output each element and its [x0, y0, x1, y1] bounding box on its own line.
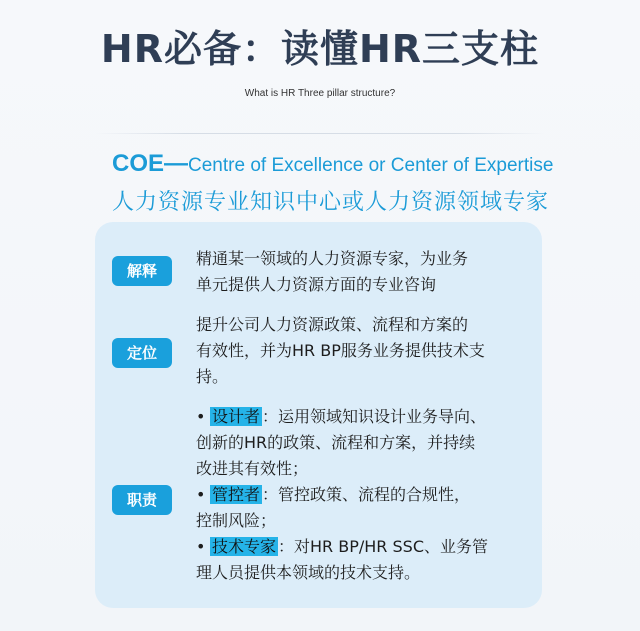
- bullet: •: [196, 537, 206, 556]
- divider: [95, 133, 545, 134]
- position-line: 持。: [196, 367, 229, 386]
- position-tag: 定位: [112, 338, 172, 368]
- duty-item: [196, 534, 536, 560]
- coe-full-name: Centre of Excellence or Center of Expertise: [188, 155, 554, 176]
- bullet: •: [196, 407, 206, 426]
- duty-item: [196, 404, 536, 430]
- duty-line: 创新的HR的政策、流程和方案，并持续: [196, 433, 476, 452]
- explain-tag: 解释: [112, 256, 172, 286]
- position-line: 提升公司人力资源政策、流程和方案的: [196, 315, 469, 334]
- duty-text: ：对HR BP/HR SSC、业务管: [278, 537, 488, 556]
- duties-text: [196, 404, 536, 586]
- coe-dash: —: [164, 150, 189, 177]
- duty-item: [196, 482, 536, 508]
- page-subtitle: What is HR Three pillar structure?: [244, 88, 396, 99]
- duty-role-highlight: 管控者: [212, 485, 261, 504]
- page-title: HR必备：读懂HR三支柱: [100, 27, 540, 71]
- duty-line: 控制风险；: [196, 511, 277, 530]
- coe-abbr: COE: [112, 150, 165, 177]
- duties-tag: 职责: [112, 485, 172, 515]
- explain-line: 单元提供人力资源方面的专业咨询: [196, 275, 437, 294]
- position-line: 有效性，并为HR BP服务业务提供技术支: [196, 341, 485, 360]
- duty-line: 改进其有效性；: [196, 459, 309, 478]
- duty-line: 理人员提供本领域的技术支持。: [196, 563, 421, 582]
- duty-role-highlight: 技术专家: [212, 537, 277, 556]
- explain-line: 精通某一领域的人力资源专家，为业务: [196, 249, 469, 268]
- coe-chinese-name: 人力资源专业知识中心或人力资源领域专家: [112, 190, 550, 215]
- bullet: •: [196, 485, 206, 504]
- position-text: [196, 312, 536, 390]
- duty-text: ：运用领域知识设计业务导向、: [262, 407, 487, 426]
- coe-heading: [112, 150, 553, 178]
- explain-text: [196, 246, 536, 298]
- duty-text: ：管控政策、流程的合规性，: [262, 485, 471, 504]
- duty-role-highlight: 设计者: [212, 407, 261, 426]
